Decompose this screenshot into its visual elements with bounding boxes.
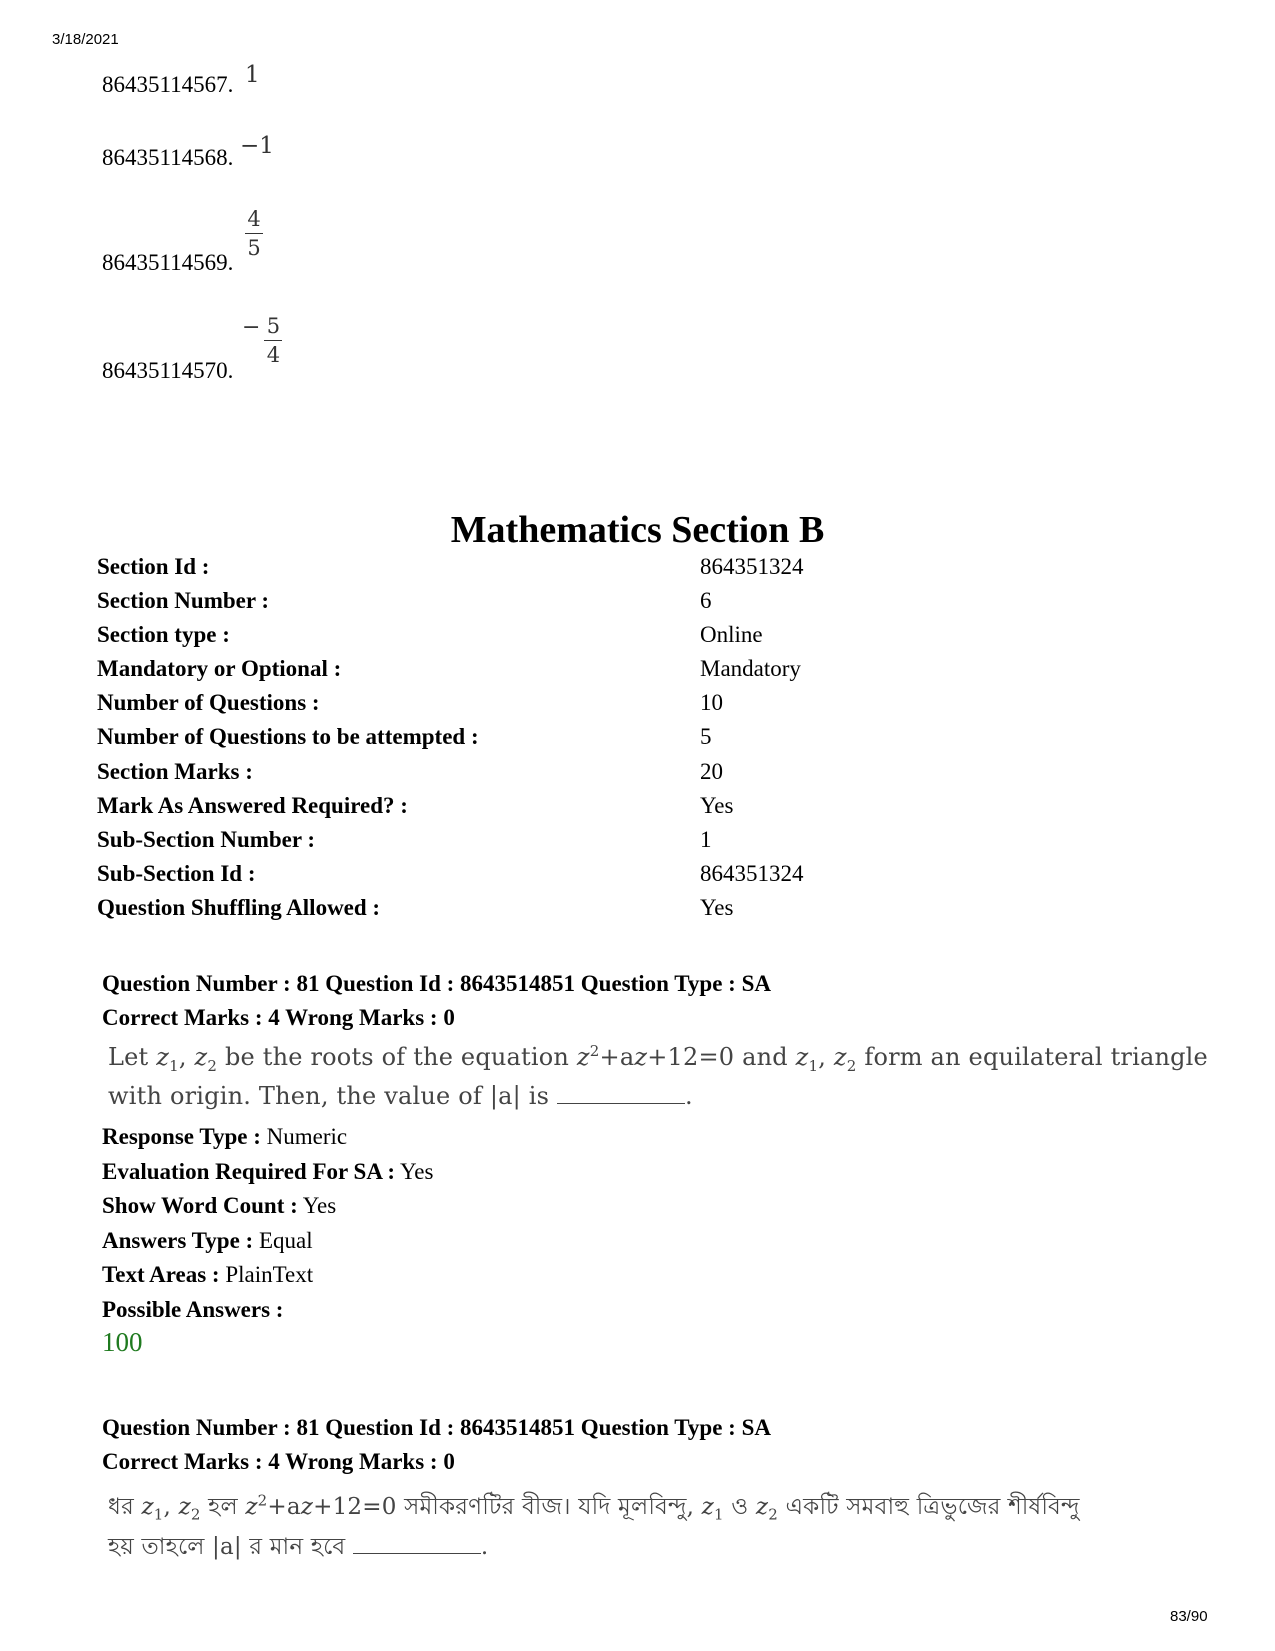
numerator: 4 — [247, 207, 261, 231]
fraction — [245, 206, 263, 259]
question-marks: Correct Marks : 4 Wrong Marks : 0 — [102, 1005, 455, 1030]
minus-sign: − — [242, 314, 261, 340]
numerator: 5 — [266, 314, 281, 338]
page-number: 83/90 — [1170, 1608, 1208, 1625]
question-text-english: Let $z_1$, $z_2$ be the roots of the equation $z^2+az+12=0$ and $z_1$, $z_2$ form an equilateral triangle with origin. Then, the value of |a| is . — [108, 1042, 1208, 1110]
question-header — [102, 1415, 771, 1483]
question-meta: Question Number : 81 Question Id : 8643514851 Question Type : SA — [102, 971, 771, 996]
section-title: Mathematics Section B — [450, 509, 825, 551]
option-id: 86435114569. — [102, 250, 234, 275]
fraction — [242, 313, 282, 366]
denominator: 5 — [247, 236, 261, 260]
question-text-bengali: ধর $z_1$, $z_2$ হল $z^2+az+12=0$ সমীকরণটির বীজ। যদি মূলবিন্দু, $z_1$ ও $z_2$ একটি সমবাহু ত্রিভুজের শীর্ষবিন্দু হয় তাহলে |a| র মান হবে . — [108, 1491, 1080, 1560]
question-meta: Question Number : 81 Question Id : 8643514851 Question Type : SA — [102, 1415, 771, 1440]
denominator: 4 — [266, 343, 281, 367]
option-id: 86435114568. — [102, 145, 234, 170]
option-value: −1 — [240, 133, 274, 159]
question-header — [102, 971, 771, 1039]
question-properties: Response Type : Numeric Evaluation Required For SA : Yes Show Word Count : Yes Answers Type : Equal Text Areas : PlainText Possible Answers : — [102, 1124, 434, 1322]
print-date: 3/18/2021 — [52, 31, 119, 48]
option-id: 86435114570. — [102, 358, 234, 383]
option-id: 86435114567. — [102, 72, 234, 97]
question-marks: Correct Marks : 4 Wrong Marks : 0 — [102, 1449, 455, 1474]
possible-answer: 100 — [102, 1327, 143, 1357]
option-value: 1 — [245, 62, 260, 88]
